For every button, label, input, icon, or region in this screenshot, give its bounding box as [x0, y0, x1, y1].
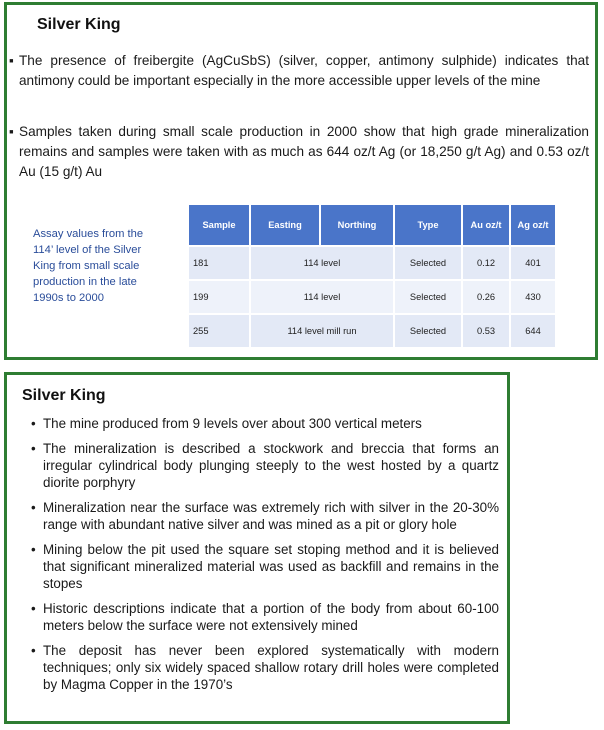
- bullet-text: Historic descriptions indicate that a portion of the body from about 60-100 meters below the surface were not extensively mined: [43, 601, 499, 633]
- bullet-text: The deposit has never been explored systematically with modern techniques; only six widely spaced shallow rotary drill holes were completed by Magma Copper in the 1970’s: [43, 643, 499, 692]
- cell-sample: 181: [189, 247, 249, 279]
- bullet-marker: ▪: [9, 124, 14, 139]
- header-sample: Sample: [189, 205, 249, 245]
- cell-sample: 199: [189, 281, 249, 313]
- cell-ag: 430: [511, 281, 555, 313]
- bullet-text: The mineralization is described a stockwork and breccia that forms an irregular cylindrical body plunging steeply to the west hosted by a quartz diorite porphyry: [43, 441, 499, 490]
- silver-king-panel-top: [4, 2, 598, 360]
- bullet-marker: •: [31, 643, 36, 658]
- cell-location: 114 level mill run: [251, 315, 393, 347]
- bullet-text: The mine produced from 9 levels over about 300 vertical meters: [43, 416, 422, 431]
- cell-au: 0.53: [463, 315, 509, 347]
- table-row: [189, 247, 555, 279]
- bullet-marker: •: [31, 441, 36, 456]
- header-northing: Northing: [321, 205, 393, 245]
- list-item: [31, 440, 499, 491]
- bullet-text: Samples taken during small scale production in 2000 show that high grade mineralization remains and samples were taken with as much as 644 oz/t Ag (or 18,250 g/t Ag) and 0.53 oz/t Au (15 g/t) Au: [19, 124, 589, 179]
- bullet-text: The presence of freibergite (AgCuSbS) (silver, copper, antimony sulphide) indicates that antimony could be important especially in the more accessible upper levels of the mine: [19, 53, 589, 88]
- table-row: [189, 315, 555, 347]
- bullet-list: [31, 415, 499, 701]
- bullet-text: Mineralization near the surface was extremely rich with silver in the 20-30% range with abundant native silver and was mined as a pit or glory hole: [43, 500, 499, 532]
- cell-sample: 255: [189, 315, 249, 347]
- table-row: [189, 281, 555, 313]
- list-item: [31, 415, 499, 432]
- bullet-marker: •: [31, 542, 36, 557]
- header-easting: Easting: [251, 205, 319, 245]
- bullet-marker: •: [31, 601, 36, 616]
- assay-table: [187, 203, 557, 349]
- panel-title: Silver King: [37, 16, 121, 33]
- cell-type: Selected: [395, 281, 461, 313]
- cell-ag: 644: [511, 315, 555, 347]
- cell-type: Selected: [395, 247, 461, 279]
- panel-title: Silver King: [22, 387, 106, 404]
- header-au: Au oz/t: [463, 205, 509, 245]
- table-header-row: [189, 205, 555, 245]
- list-item: [31, 600, 499, 634]
- silver-king-panel-bottom: [4, 372, 510, 724]
- cell-location: 114 level: [251, 281, 393, 313]
- cell-au: 0.26: [463, 281, 509, 313]
- bullet-marker: •: [31, 416, 36, 431]
- cell-location: 114 level: [251, 247, 393, 279]
- bullet-freibergite: [9, 51, 589, 91]
- cell-type: Selected: [395, 315, 461, 347]
- bullet-samples: [9, 122, 589, 182]
- bullet-text: Mining below the pit used the square set stoping method and it is believed that significant mineralized material was used as backfill and remains in the stopes: [43, 542, 499, 591]
- list-item: [31, 499, 499, 533]
- bullet-marker: ▪: [9, 53, 14, 68]
- table-caption: Assay values from the 114’ level of the Silver King from small scale production in the late 1990s to 2000: [33, 228, 144, 304]
- bullet-marker: •: [31, 500, 36, 515]
- cell-ag: 401: [511, 247, 555, 279]
- cell-au: 0.12: [463, 247, 509, 279]
- list-item: [31, 541, 499, 592]
- list-item: [31, 642, 499, 693]
- header-type: Type: [395, 205, 461, 245]
- header-ag: Ag oz/t: [511, 205, 555, 245]
